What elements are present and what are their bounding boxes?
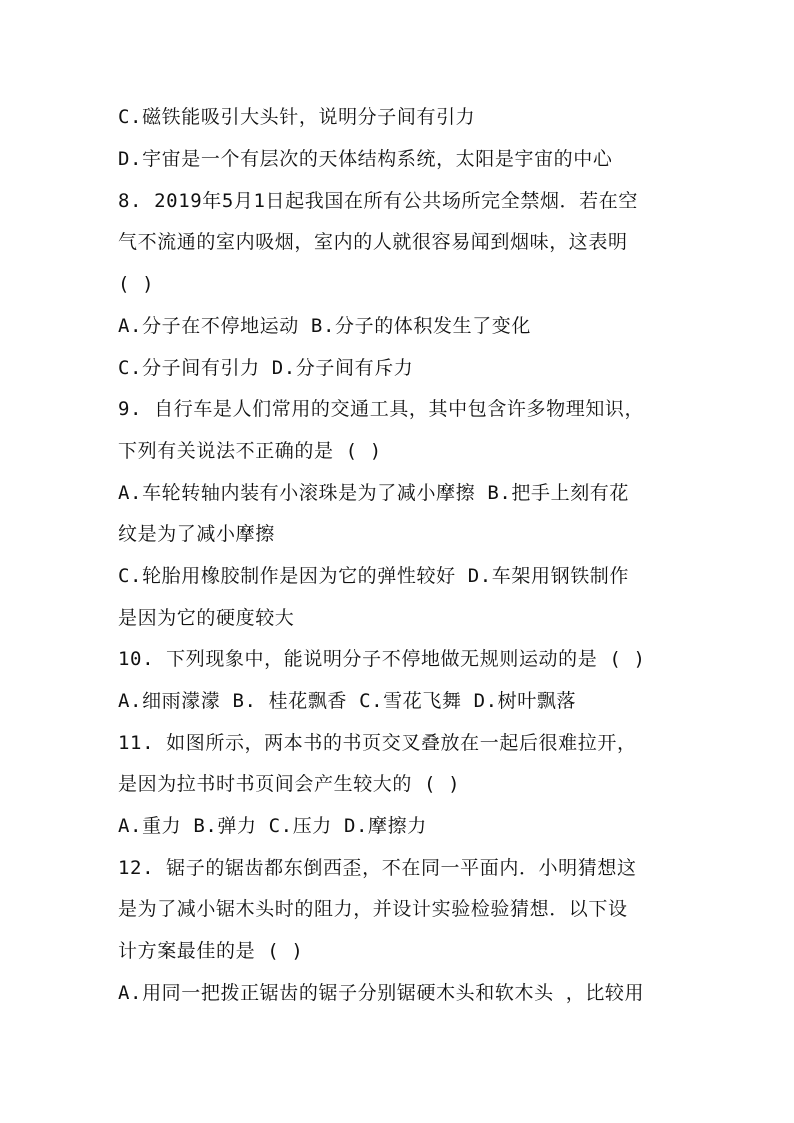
text-line: 是为了减小锯木头时的阻力，并设计实验检验猜想．以下设 <box>118 898 628 920</box>
text-line: 计方案最佳的是 ( ) <box>118 940 304 962</box>
text-line: D.宇宙是一个有层次的天体结构系统，太阳是宇宙的中心 <box>118 148 613 170</box>
text-line: C.轮胎用橡胶制作是因为它的弹性较好 D.车架用钢铁制作 <box>118 565 629 587</box>
text-line: A.重力 B.弹力 C.压力 D.摩擦力 <box>118 815 427 837</box>
text-line: 9. 自行车是人们常用的交通工具，其中包含许多物理知识， <box>118 398 645 420</box>
text-line: A.车轮转轴内装有小滚珠是为了减小摩擦 B.把手上刻有花 <box>118 482 629 504</box>
text-line: A.细雨濛濛 B. 桂花飘香 C.雪花飞舞 D.树叶飘落 <box>118 690 577 712</box>
text-line: 纹是为了减小摩擦 <box>118 523 275 545</box>
text-line: 是因为拉书时书页间会产生较大的 ( ) <box>118 773 461 795</box>
text-line: C.磁铁能吸引大头针，说明分子间有引力 <box>118 106 476 128</box>
text-line: 10. 下列现象中，能说明分子不停地做无规则运动的是 ( ) <box>118 648 646 670</box>
text-line: ( ) <box>118 273 155 295</box>
text-line: A.用同一把拨正锯齿的锯子分别锯硬木头和软木头 ，比较用 <box>118 982 645 1004</box>
text-line: 气不流通的室内吸烟，室内的人就很容易闻到烟味，这表明 <box>118 231 628 253</box>
text-line: 是因为它的硬度较大 <box>118 607 295 629</box>
text-line: 下列有关说法不正确的是 ( ) <box>118 440 382 462</box>
text-line: 12. 锯子的锯齿都东倒西歪，不在同一平面内．小明猜想这 <box>118 857 637 879</box>
text-line: C.分子间有引力 D.分子间有斥力 <box>118 357 414 379</box>
text-line: 11. 如图所示，两本书的书页交叉叠放在一起后很难拉开， <box>118 732 637 754</box>
text-line: A.分子在不停地运动 B.分子的体积发生了变化 <box>118 315 531 337</box>
text-line: 8. 2019年5月1日起我国在所有公共场所完全禁烟．若在空 <box>118 190 638 212</box>
